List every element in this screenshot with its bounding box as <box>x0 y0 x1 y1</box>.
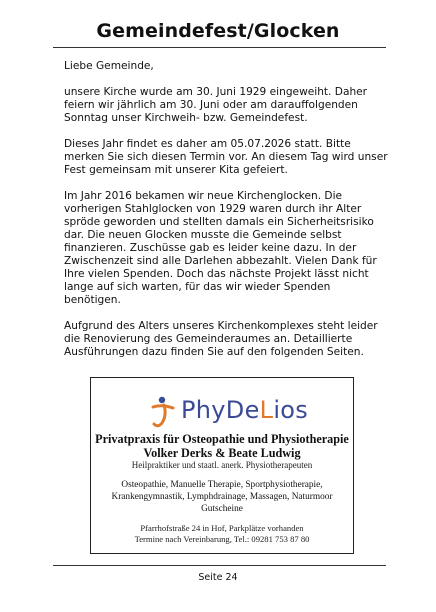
paragraph-bells: Im Jahr 2016 bekamen wir neue Kirchenglocken. Die vorherigen Stahlglocken von 1929 waren durch ihr Alter spröde geworden und stellten damals ein Sicherheitsrisiko dar. Die neuen Glocken musste die Gemeinde selbst finanzieren. Zuschüsse gab es leider keine dazu. In der Zwischenzeit sind alle Darlehen abbezahlt. Vielen Dank für Ihre vielen Spenden. Doch das nächste Projekt lässt nicht lange auf sich warten, für das wir wieder Spenden benötigen. <box>64 190 377 306</box>
figure-icon <box>147 395 181 429</box>
ad-heading: Privatpraxis für Osteopathie und Physiotherapie <box>95 432 349 446</box>
article-body <box>64 60 388 372</box>
phydelios-logo <box>147 395 307 429</box>
ad-text-block <box>91 432 353 545</box>
header-divider <box>53 47 386 48</box>
paragraph-greeting: Liebe Gemeinde, <box>64 60 154 72</box>
ad-practitioner-names: Volker Derks & Beate Ludwig <box>143 446 301 460</box>
ad-subtitle: Heilpraktiker und staatl. anerk. Physiotherapeuten <box>131 460 313 470</box>
paragraph-renovation: Aufgrund des Alters unseres Kirchenkomplexes steht leider die Renovierung des Gemeinderaumes an. Detaillierte Ausführungen dazu finden Sie auf den folgenden Seiten. <box>64 320 378 358</box>
ad-services: Osteopathie, Manuelle Therapie, Sportphysiotherapie, Krankengymnastik, Lymphdrainage, Massagen, Naturmoor Gutscheine <box>111 480 333 514</box>
footer-divider <box>53 565 386 566</box>
page-number: Seite 24 <box>198 572 238 583</box>
advertisement-box <box>90 377 354 554</box>
ad-address: Pfarrhofstraße 24 in Hof, Parkplätze vorhanden <box>140 523 304 533</box>
ad-contact: Termine nach Vereinbarung, Tel.: 09281 753 87 80 <box>134 534 310 544</box>
page-title: Gemeindefest/Glocken <box>96 20 340 42</box>
paragraph-church-history: unsere Kirche wurde am 30. Juni 1929 eingeweiht. Daher feiern wir jährlich am 30. Juni oder am darauffolgenden Sonntag unser Kirchweih- bzw. Gemeindefest. <box>64 86 368 124</box>
logo-wordmark: PhyDeLios <box>181 396 309 424</box>
paragraph-festival-date: Dieses Jahr findet es daher am 05.07.2026 statt. Bitte merken Sie sich diesen Termin vor. An diesem Tag wird unser Fest gemeinsam mit unserer Kita gefeiert. <box>64 138 388 176</box>
